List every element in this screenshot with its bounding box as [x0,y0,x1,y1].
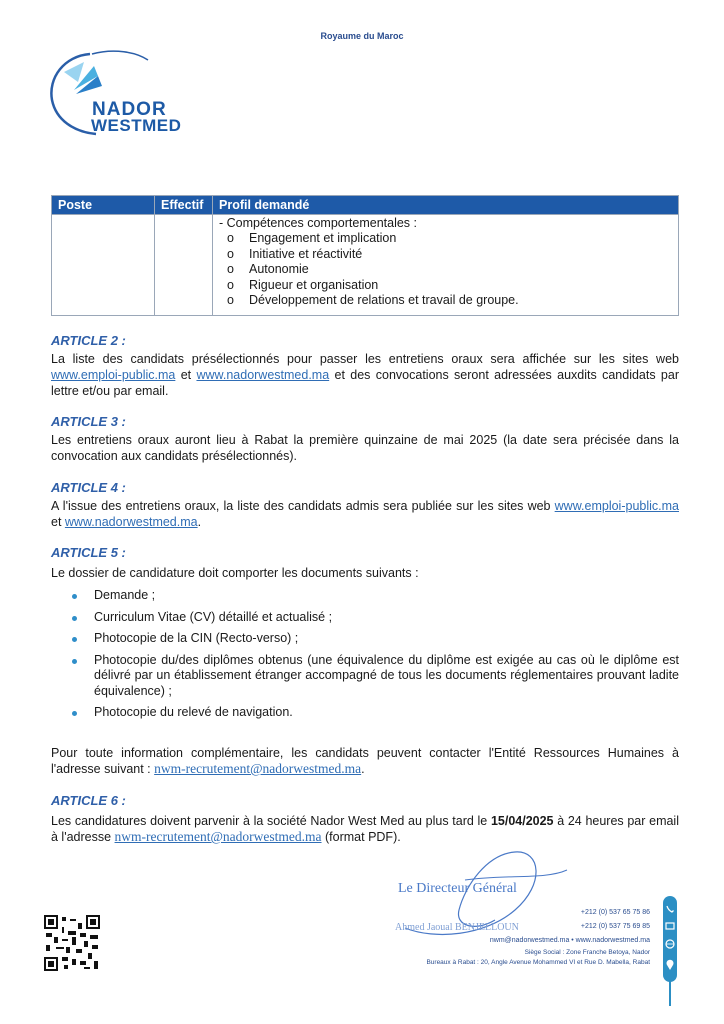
bullet-icon [72,711,77,716]
article-4-text [51,498,679,530]
article-4-text-part: A l'issue des entretiens oraux, la liste des candidats admis sera publiée sur les sites web [51,499,555,513]
bullet-icon: o [227,293,234,307]
list-item [227,262,672,278]
profile-item: Initiative et réactivité [249,246,363,261]
article-4-text-part: . [197,515,202,529]
documents-list [72,588,679,721]
list-item [72,653,679,700]
article-2-text-part: La liste des candidats présélectionnés pour passer les entretiens oraux sera affichée sur les sites web [51,352,679,366]
signature-title: Le Directeur Général [398,881,517,896]
country-header: Royaume du Maroc [320,31,404,41]
phone-2: +212 (0) 537 75 69 85 [580,923,650,930]
address-rabat: Bureaux à Rabat : 20, Angle Avenue Mohammed VI et Rue D. Mabella, Rabat [426,959,650,966]
nadorwestmed-link[interactable]: www.nadorwestmed.ma [196,368,330,382]
bullet-icon: o [227,262,234,276]
bullet-icon [72,659,77,664]
profile-list [227,231,672,309]
deadline-date: 15/04/2025 [490,814,554,828]
contact-text: Pour toute information complémentaire, les candidats peuvent contacter l'Entité Ressources Humaines à l'adresse suivant : [51,746,679,776]
bullet-icon: o [227,231,234,245]
bullet-icon: o [227,277,234,292]
document-item: Photocopie du relevé de navigation. [94,705,293,719]
contact-text-end: . [361,762,365,776]
list-item [72,631,679,647]
profile-item: Développement de relations et travail de groupe. [249,293,519,307]
col-header-poste: Poste [52,196,155,215]
table-row [52,215,679,316]
recruitment-email-link[interactable]: nwm-recrutement@nadorwestmed.ma [114,829,322,844]
bullet-icon: o [227,246,234,261]
article-2-title: ARTICLE 2 : [51,333,126,348]
article-3-title: ARTICLE 3 : [51,414,126,429]
bullet-icon [72,594,77,599]
contact-icons-bar [660,896,680,1006]
job-profile-table [51,195,679,316]
list-item [72,610,679,626]
cell-profil [213,215,679,316]
list-item [227,247,672,263]
list-item [227,231,672,247]
article-2-text [51,351,679,399]
contact-paragraph [51,745,679,777]
article-5-title: ARTICLE 5 : [51,545,126,560]
phone-1: +212 (0) 537 65 75 86 [580,909,650,916]
article-4-title: ARTICLE 4 : [51,480,126,495]
col-header-effectif: Effectif [155,196,213,215]
profile-item: Rigueur et organisation [249,277,379,292]
nadorwestmed-link[interactable]: www.nadorwestmed.ma [64,515,198,529]
profile-item: Engagement et implication [249,231,397,245]
cell-effectif [155,215,213,316]
article-2-text-part: et [175,368,197,382]
contact-block [426,906,650,968]
bullet-icon [72,637,77,642]
list-item [72,588,679,604]
document-item: Demande ; [94,588,156,602]
document-item: Photocopie de la CIN (Recto-verso) ; [94,631,299,645]
article-6-text [51,813,679,845]
qr-code [44,915,100,971]
article-6-title: ARTICLE 6 : [51,793,126,808]
logo-text-nador: NADOR [92,99,167,120]
article-6-text-part: (format PDF). [321,830,401,844]
article-6-text-part: à 24 heures par email à l'adresse [51,814,679,844]
emploi-public-link[interactable]: www.emploi-public.ma [554,499,679,513]
list-item [227,293,672,309]
document-item: Curriculum Vitae (CV) détaillé et actualisé ; [94,609,333,624]
bullet-icon [72,616,77,621]
list-item [72,705,679,721]
logo-text-westmed: WESTMED [91,116,182,135]
article-2-text-part: et des convocations seront adressées auxdits candidats par lettre et/ou par email. [51,368,680,398]
table-header-row [52,196,679,215]
address-head-office: Siège Social : Zone Franche Betoya, Nador [524,949,650,956]
article-5-intro: Le dossier de candidature doit comporter les documents suivants : [51,566,419,580]
article-6-text-part: Les candidatures doivent parvenir à la société Nador West Med au plus tard le [51,814,491,828]
emploi-public-link[interactable]: www.emploi-public.ma [51,368,176,382]
web-email: nwm@nadorwestmed.ma • www.nadorwestmed.ma [489,937,650,944]
profile-item: Autonomie [249,262,309,276]
article-4-text-part: et [51,515,65,529]
list-item [227,278,672,294]
profile-heading: - Compétences comportementales : [219,216,418,230]
signature-name: Ahmed Jaoual BENJELLOUN [395,922,519,933]
recruitment-email-link[interactable]: nwm-recrutement@nadorwestmed.ma [154,761,362,776]
col-header-profil: Profil demandé [213,196,679,215]
article-3-text: Les entretiens oraux auront lieu à Rabat la première quinzaine de mai 2025 (la date sera précisée dans la convocation aux candidats présélectionnés). [51,433,679,463]
cell-poste [52,215,155,316]
document-item: Photocopie du/des diplômes obtenus (une équivalence du diplôme est exigée au cas où le diplôme est délivré par un établissement étranger accompagné de tous les documents réglementaires prouvant ladite équivalence) ; [94,652,679,698]
